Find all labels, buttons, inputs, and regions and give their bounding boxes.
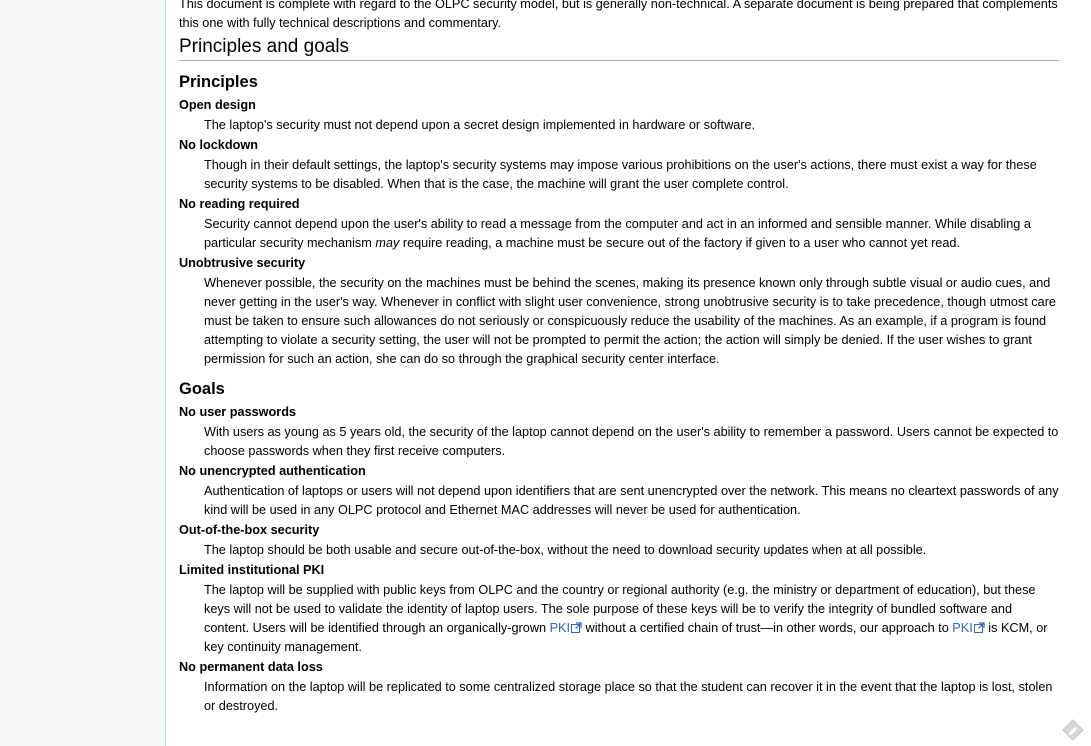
subheading-principles: Principles: [179, 73, 258, 91]
content-area: [165, 0, 1091, 746]
principle-description: Whenever possible, the security on the machines must be behind the scenes, making its presence known only through subtle visual or audio cues, and never getting in the user's way. Whenever in conflict with slight user convenience, strong unobtrusive security is to take precedence, though utmost care must be taken to ensure such allowances do not seriously or conspicuously reduce the usability of the machines. As an example, if a program is found attempting to violate a security setting, the user will not be prompted to permit the action; the action will simply be denied. If the user wishes to grant permission for such an action, she can do so through the graphical security center interface.: [204, 276, 1056, 366]
description-text: without a certified chain of trust—in other words, our approach to: [582, 621, 953, 635]
link-text: PKI: [952, 621, 973, 635]
subheading-goals: Goals: [179, 380, 225, 398]
goal-description: The laptop should be both usable and secure out-of-the-box, without the need to download security updates when at all possible.: [204, 543, 927, 557]
description-text: require reading, a machine must be secure out of the factory if given to a user who cannot yet read.: [399, 236, 960, 250]
principle-term: No lockdown: [179, 138, 258, 152]
goals-list: [179, 403, 1059, 716]
goal-description: Information on the laptop will be replicated to some centralized storage place so that the student can recover it in the event that the laptop is lost, stolen or destroyed.: [204, 680, 1053, 713]
description-text: Security cannot depend upon the user's ability to read a message from the computer and act in an informed and sensible manner. While disabling a particular security mechanism: [204, 217, 1031, 250]
goal-description: [204, 581, 1059, 657]
principles-list: [179, 96, 1059, 369]
principle-description: The laptop's security must not depend upon a secret design implemented in hardware or software.: [204, 118, 756, 132]
edit-pencil-icon[interactable]: [1061, 718, 1085, 742]
goal-term: No permanent data loss: [179, 660, 323, 674]
external-link-icon: [571, 622, 582, 633]
section-heading-principles-and-goals: Principles and goals: [179, 35, 1059, 61]
goal-description: Authentication of laptops or users will not depend upon identifiers that are sent unencrypted over the network. This means no cleartext passwords of any kind will be used in any OLPC protocol and Ethernet MAC addresses will never be used for authentication.: [204, 484, 1059, 517]
intro-paragraph: This document is complete with regard to the OLPC security model, but is generally non-technical. A separate document is being prepared that complements this one with fully technical descriptions and commentary.: [179, 0, 1058, 30]
emphasis-text: may: [375, 236, 400, 250]
pki-link[interactable]: [550, 621, 582, 635]
article-body: [179, 0, 1059, 725]
goal-term: Out-of-the-box security: [179, 523, 320, 537]
link-text: PKI: [549, 621, 571, 635]
sidebar: [0, 0, 165, 746]
description-text: is KCM, or key continuity management.: [204, 621, 1048, 654]
goal-term: No unencrypted authentication: [179, 464, 366, 478]
principle-term: Open design: [179, 98, 256, 112]
goal-term: No user passwords: [179, 405, 297, 419]
pki-link[interactable]: [952, 621, 984, 635]
principle-term: Unobtrusive security: [179, 256, 306, 270]
description-text: The laptop will be supplied with public keys from OLPC and the country or regional authority (e.g. the ministry or department of education), but these keys will not be used to validate the identity of laptop users. The sole purpose of these keys will be to verify the integrity of bundled software and content. Users will be identified through an organically-grown: [204, 583, 1036, 635]
principle-description: Though in their default settings, the laptop's security systems may impose various prohibitions on the user's actions, there must exist a way for these security systems to be disabled. When that is the case, the machine will grant the user complete control.: [204, 158, 1037, 191]
external-link-icon: [974, 622, 985, 633]
goal-description: With users as young as 5 years old, the security of the laptop cannot depend on the user's ability to remember a password. Users cannot be expected to choose passwords when they first receive computers.: [204, 425, 1059, 458]
principle-description: [204, 215, 1059, 253]
principle-term: No reading required: [179, 197, 300, 211]
goal-term: Limited institutional PKI: [179, 563, 325, 577]
